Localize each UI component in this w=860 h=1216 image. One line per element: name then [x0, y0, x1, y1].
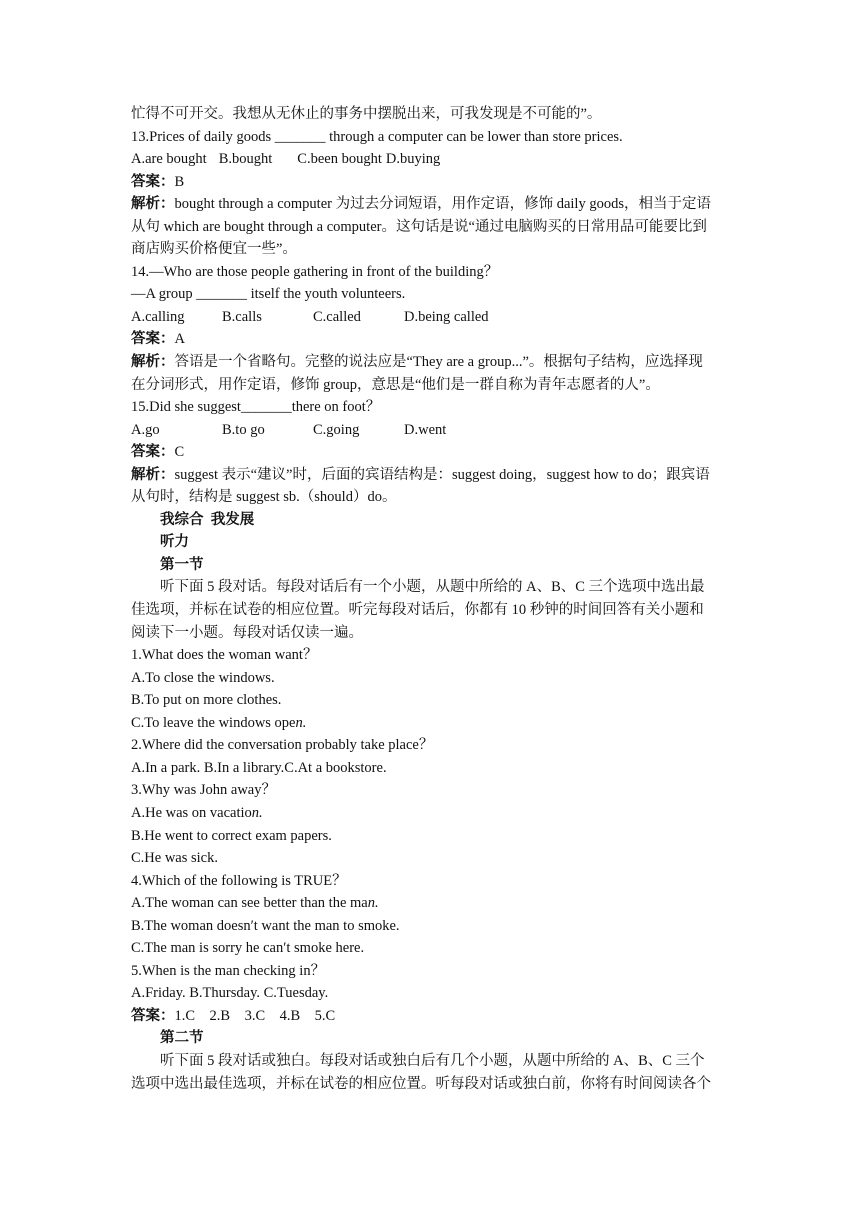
- part-2-instructions-line-2: 选项中选出最佳选项，并标在试卷的相应位置。听每段对话或独白前，你将有时间阅读各个: [131, 1075, 711, 1092]
- part-1-instructions-line-1: 听下面 5 段对话。每段对话后有一个小题，从题中所给的 A、B、C 三个选项中选出最: [160, 579, 705, 596]
- question-15-analysis-line-2: 从句时，结构是 suggest sb.（should）do。: [131, 489, 397, 506]
- option-a: A.are bought: [131, 151, 207, 168]
- part-1-instructions-line-2: 佳选项，并标在试卷的相应位置。听完每段对话后，你都有 10 秒钟的时间回答有关小题和: [131, 602, 704, 619]
- question-14-answer: [131, 328, 733, 351]
- listening-question-1-option-b: B.To put on more clothes.: [131, 692, 282, 709]
- listening-question-1-option-c: C.To leave the windows open.: [131, 714, 307, 731]
- answer-label: 答案：: [131, 331, 175, 348]
- analysis-label: 解析：: [131, 466, 175, 483]
- listening-question-1-option-a: A.To close the windows.: [131, 669, 275, 686]
- answer-label: 答案：: [131, 173, 175, 190]
- listening-question-5-options: A.Friday. B.Thursday. C.Tuesday.: [131, 985, 329, 1002]
- question-14-analysis-line-2: 在分词形式，用作定语，修饰 group，意思是“他们是一群自称为青年志愿者的人”。: [131, 376, 660, 393]
- analysis-label: 解析：: [131, 354, 175, 371]
- listening-question-5: 5.When is the man checking in？: [131, 962, 326, 979]
- option-c: C.been bought: [297, 151, 382, 168]
- option-d: D.went: [404, 421, 447, 438]
- analysis-label: 解析：: [131, 196, 175, 213]
- question-14-reply: —A group _______ itself the youth volunteers.: [131, 286, 406, 303]
- listening-question-4-option-a: A.The woman can see better than the man.: [131, 895, 379, 912]
- part-2-instructions-line-1: 听下面 5 段对话或独白。每段对话或独白后有几个小题，从题中所给的 A、B、C 三个: [160, 1052, 705, 1069]
- part-2-title: 第二节: [160, 1030, 204, 1047]
- listening-question-3: 3.Why was John away？: [131, 782, 276, 799]
- option-b: B.to go: [222, 421, 265, 438]
- listening-question-3-option-c: C.He was sick.: [131, 850, 218, 867]
- option-c: C.called: [313, 308, 361, 325]
- option-c: C.going: [313, 421, 360, 438]
- answer-label: 答案：: [131, 444, 175, 461]
- question-13-answer: [131, 171, 733, 194]
- question-14-options: [131, 306, 733, 329]
- listening-question-1: 1.What does the woman want？: [131, 647, 318, 664]
- listening-question-3-option-b: B.He went to correct exam papers.: [131, 827, 332, 844]
- option-d: D.buying: [385, 151, 441, 168]
- question-15-analysis-line-1: 解析：suggest 表示“建议”时，后面的宾语结构是：suggest doing，suggest how to do；跟宾语: [131, 466, 710, 483]
- question-13-analysis-line-3: 商店购买价格便宜一些”。: [131, 241, 297, 258]
- option-d: D.being called: [404, 308, 489, 325]
- listening-title: 听力: [160, 534, 189, 551]
- option-a: A.go: [131, 421, 160, 438]
- listening-question-3-option-a: A.He was on vacation.: [131, 804, 263, 821]
- question-15-options: [131, 419, 733, 442]
- option-a: A.calling: [131, 308, 185, 325]
- section-title: 我综合 我发展: [160, 511, 255, 528]
- listening-question-4-option-b: B.The woman doesn′t want the man to smoke.: [131, 917, 400, 934]
- question-14-stem: 14.—Who are those people gathering in front of the building？: [131, 263, 499, 280]
- listening-question-2-options: A.In a park. B.In a library.C.At a bookstore.: [131, 759, 387, 776]
- listening-question-2: 2.Where did the conversation probably take place？: [131, 737, 434, 754]
- question-14-analysis-line-1: 解析：答语是一个省略句。完整的说法应是“They are a group...”。根据句子结构，应选择现: [131, 354, 703, 371]
- option-b: B.calls: [222, 308, 262, 325]
- listening-question-4-option-c: C.The man is sorry he can′t smoke here.: [131, 940, 365, 957]
- question-13-analysis-line-2: 从句 which are bought through a computer。这句话是说“通过电脑购买的日常用品可能要比到: [131, 218, 707, 235]
- answer-value: B: [174, 173, 185, 190]
- question-13-stem: 13.Prices of daily goods _______ through a computer can be lower than store prices.: [131, 128, 623, 145]
- part-1-instructions-line-3: 阅读下一小题。每段对话仅读一遍。: [131, 624, 363, 641]
- question-15-answer: [131, 441, 733, 464]
- part-1-answers: [131, 1005, 733, 1028]
- document-page: [131, 103, 733, 1095]
- question-13-analysis-line-1: 解析：bought through a computer 为过去分词短语，用作定语，修饰 daily goods，相当于定语: [131, 196, 711, 213]
- answer-label: 答案：: [131, 1007, 175, 1024]
- question-13-options: [131, 148, 733, 171]
- listening-question-4: 4.Which of the following is TRUE？: [131, 872, 347, 889]
- answer-value: A: [174, 331, 185, 348]
- intro-tail-text: 忙得不可开交。我想从无休止的事务中摆脱出来，可我发现是不可能的”。: [131, 106, 602, 122]
- answer-values: 1.C 2.B 3.C 4.B 5.C: [174, 1007, 336, 1024]
- option-b: B.bought: [218, 151, 273, 168]
- answer-value: C: [174, 444, 185, 461]
- part-1-title: 第一节: [160, 556, 204, 573]
- question-15-stem: 15.Did she suggest_______there on foot？: [131, 399, 381, 416]
